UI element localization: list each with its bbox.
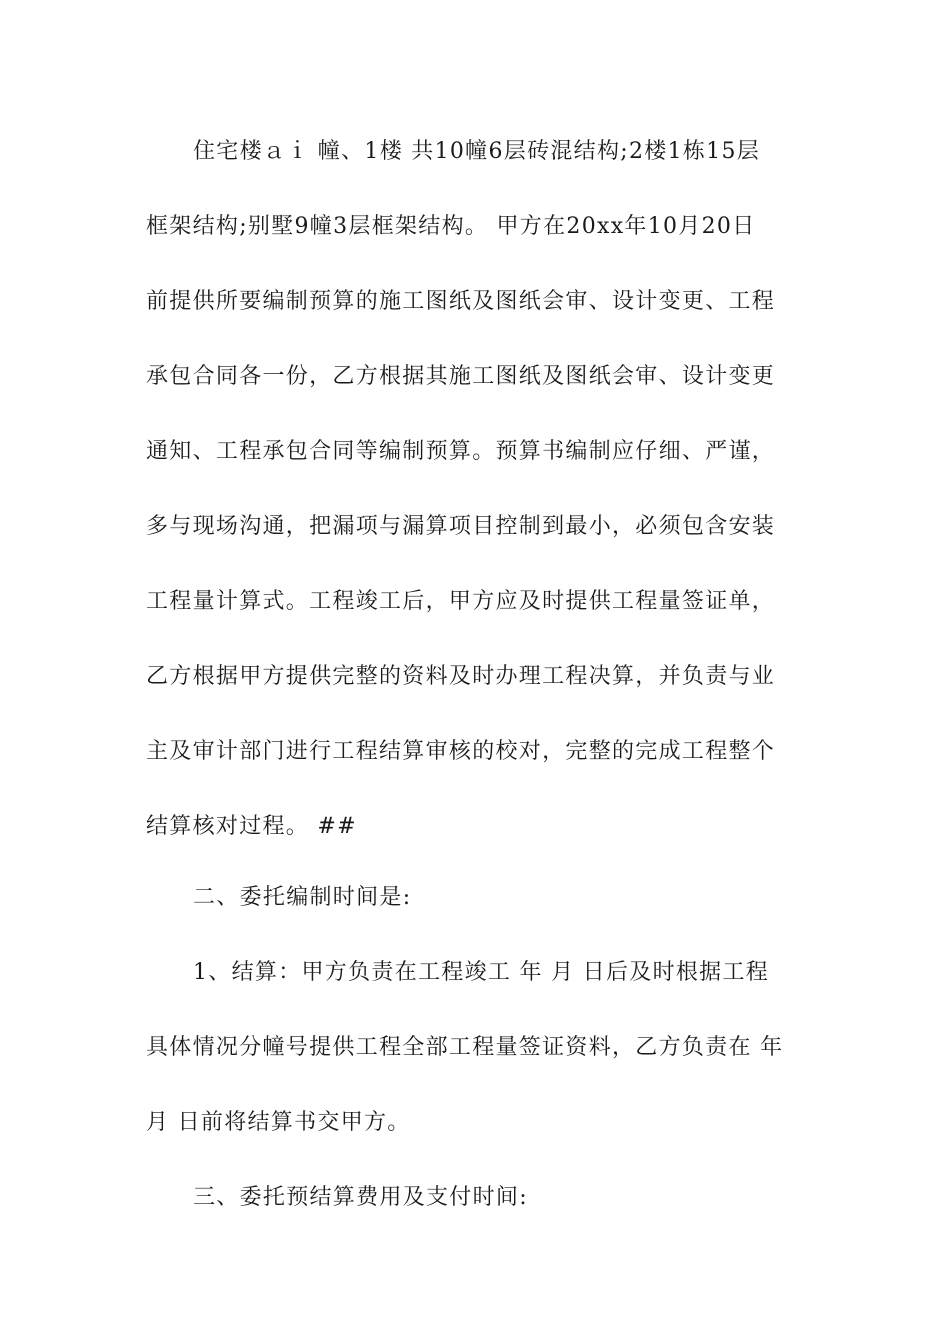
paragraph-line: 结算核对过程。 ## — [146, 814, 357, 839]
paragraph-line: 工程量计算式。工程竣工后，甲方应及时提供工程量签证单， — [146, 589, 776, 614]
paragraph-line: 具体情况分幢号提供工程全部工程量签证资料，乙方负责在 年 — [146, 1035, 784, 1060]
paragraph-line: 1、结算：甲方负责在工程竣工 年 月 日后及时根据工程 — [193, 960, 770, 985]
paragraph-line: 通知、工程承包合同等编制预算。预算书编制应仔细、严谨， — [146, 439, 776, 464]
paragraph-line: 乙方根据甲方提供完整的资料及时办理工程决算，并负责与业 — [146, 664, 776, 689]
paragraph-line: 承包合同各一份，乙方根据其施工图纸及图纸会审、设计变更 — [146, 364, 776, 389]
paragraph-line: 月 日前将结算书交甲方。 — [146, 1110, 411, 1135]
section-heading: 三、委托预结算费用及支付时间: — [193, 1185, 528, 1210]
paragraph-line: 主及审计部门进行工程结算审核的校对，完整的完成工程整个 — [146, 739, 776, 764]
paragraph-line: 前提供所要编制预算的施工图纸及图纸会审、设计变更、工程 — [146, 289, 776, 314]
paragraph-line: 住宅楼ａｉ 幢、1楼 共10幢6层砖混结构;2楼1栋15层 — [193, 139, 761, 164]
paragraph-line: 框架结构;别墅9幢3层框架结构。 甲方在20xx年10月20日 — [146, 214, 756, 239]
paragraph-line: 多与现场沟通，把漏项与漏算项目控制到最小，必须包含安装 — [146, 514, 776, 539]
section-heading: 二、委托编制时间是: — [193, 885, 412, 910]
